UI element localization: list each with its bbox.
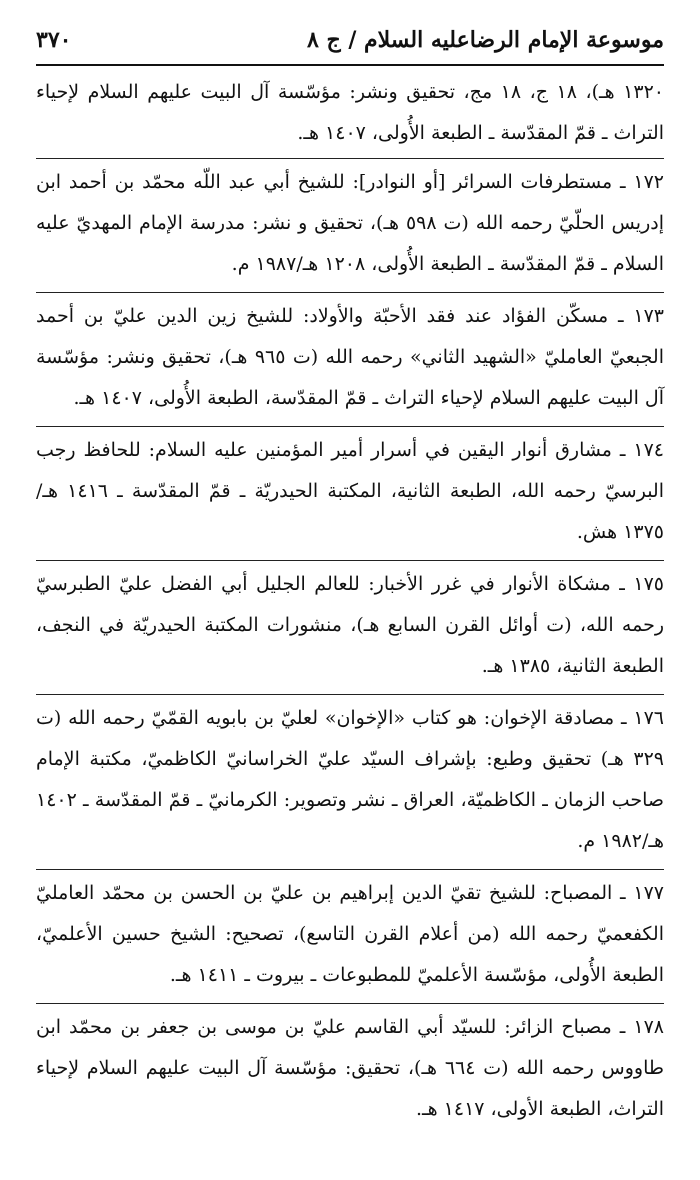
bibliography-entry: ١٧٤ ـ مشارق أنوار اليقين في أسرار أمير المؤمنين عليه السلام: للحافظ رجب البرسيّ رحمه الله، الطبعة الثانية، المكتبة الحيدريّة ـ قمّ المقدّسة ـ ١٤١٦ هـ/ ١٣٧٥ هش. xyxy=(36,439,664,543)
bibliography-entry: ١٣٢٠ هـ)، ١٨ ج، ١٨ مج، تحقيق ونشر: مؤسّسة آل البيت عليهم السلام لإحياء التراث ـ قمّ المقدّسة ـ الطبعة الأُولى، ١٤٠٧ هـ. xyxy=(36,81,664,144)
bibliography-list xyxy=(36,72,664,1137)
bibliography-entry: ١٧٥ ـ مشكاة الأنوار في غرر الأخبار: للعالم الجليل أبي الفضل عليّ الطبرسيّ رحمه الله، (ت أوائل القرن السابع هـ)، منشورات المكتبة الحيدريّة في النجف، الطبعة الثانية، ١٣٨٥ هـ. xyxy=(36,573,664,677)
entry-divider xyxy=(36,694,664,695)
page-header xyxy=(36,22,664,58)
bibliography-entry: ١٧٢ ـ مستطرفات السرائر [أو النوادر]: للشيخ أبي عبد اللّه محمّد بن أحمد ابن إدريس الحلّيّ رحمه الله (ت ٥٩٨ هـ)، تحقيق و نشر: مدرسة الإمام المهديّ عليه السلام ـ قمّ المقدّسة ـ الطبعة الأُولى، ١٢٠٨ هـ/١٩٨٧ م. xyxy=(36,171,664,275)
entry-divider xyxy=(36,560,664,561)
entry-divider xyxy=(36,1003,664,1004)
entry-divider xyxy=(36,869,664,870)
running-title: موسوعة الإمام الرضاعليه السلام / ج ٨ xyxy=(306,27,664,53)
bibliography-entry: ١٧٦ ـ مصادقة الإخوان: هو كتاب «الإخوان» لعليّ بن بابويه القمّيّ رحمه الله (ت ٣٢٩ هـ) تحقيق وطبع: بإشراف السيّد عليّ الخراسانيّ الكاظميّ، مكتبة الإمام صاحب الزمان ـ الكاظميّة، العراق ـ نشر وتصوير: الكرمانيّ ـ قمّ المقدّسة ـ ١٤٠٢ هـ/١٩٨٢ م. xyxy=(36,707,664,852)
bibliography-entry: ١٧٨ ـ مصباح الزائر: للسيّد أبي القاسم عليّ بن موسى بن جعفر بن محمّد ابن طاووس رحمه الله (ت ٦٦٤ هـ)، تحقيق: مؤسّسة آل البيت عليهم السلام لإحياء التراث، الطبعة الأولى، ١٤١٧ هـ. xyxy=(36,1016,664,1120)
entry-divider xyxy=(36,292,664,293)
entry-divider xyxy=(36,426,664,427)
header-rule xyxy=(36,64,664,66)
page-number: ٣٧٠ xyxy=(36,27,72,53)
bibliography-entry: ١٧٣ ـ مسكّن الفؤاد عند فقد الأحبّة والأولاد: للشيخ زين الدين عليّ بن أحمد الجبعيّ العامليّ «الشهيد الثاني» رحمه الله (ت ٩٦٥ هـ)، تحقيق ونشر: مؤسّسة آل البيت عليهم السلام لإحياء التراث ـ قمّ المقدّسة، الطبعة الأُولى، ١٤٠٧ هـ. xyxy=(36,305,664,409)
entry-divider xyxy=(36,158,664,159)
bibliography-entry: ١٧٧ ـ المصباح: للشيخ تقيّ الدين إبراهيم بن عليّ بن الحسن بن محمّد العامليّ الكفعميّ رحمه الله (من أعلام القرن التاسع)، تصحيح: الشيخ حسين الأعلميّ، الطبعة الأُولى، مؤسّسة الأعلميّ للمطبوعات ـ بيروت ـ ١٤١١ هـ. xyxy=(36,882,664,986)
